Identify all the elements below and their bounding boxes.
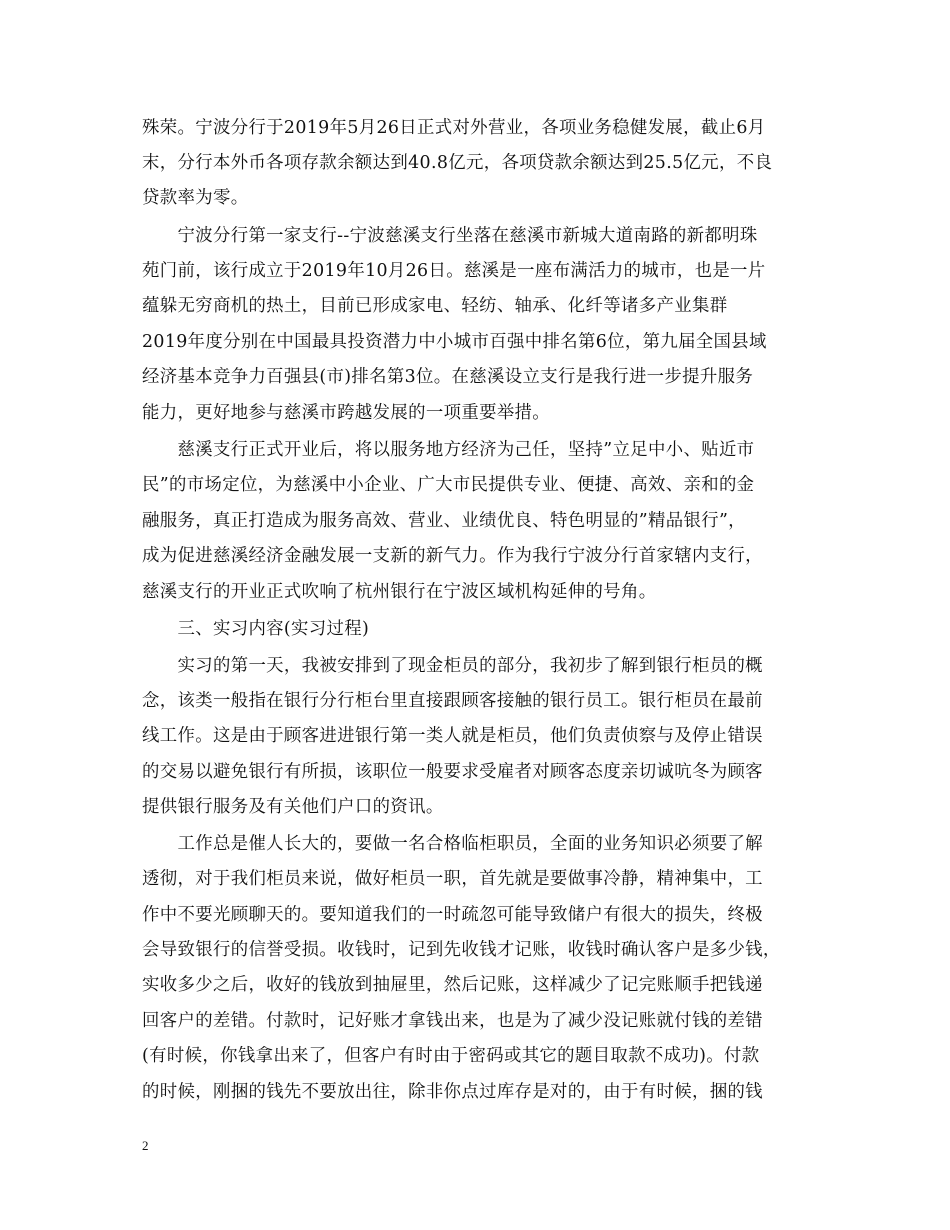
text-line-18: 线工作。这是由于顾客进进银行第一类人就是柜员，他们负责侦察与及停止错误 xyxy=(142,726,763,746)
text-line-25: 实收多少之后，收好的钱放到抽屉里，然后记账，这样减少了记完账顺手把钱递 xyxy=(142,975,763,995)
text-line-13: 成为促进慈溪经济金融发展一支新的新气力。作为我行宁波分行首家辖内支行， xyxy=(142,546,763,566)
text-line-7: 2019年度分别在中国最具投资潜力中小城市百强中排名第6位，第九届全国县域 xyxy=(142,332,767,352)
text-line-17: 念，该类一般指在银行分行柜台里直接跟顾客接触的银行员工。银行柜员在最前 xyxy=(142,691,763,711)
text-line-26: 回客户的差错。付款时，记好账才拿钱出来，也是为了减少没记账就付钱的差错 xyxy=(142,1011,763,1031)
section-heading: 三、实习内容(实习过程) xyxy=(142,619,370,639)
text-line-3: 贷款率为零。 xyxy=(142,188,249,208)
text-line-19: 的交易以避免银行有所损，该职位一般要求受雇者对顾客态度亲切诚吭冬为顾客 xyxy=(142,762,763,782)
text-line-27: (有时候，你钱拿出来了，但客户有时由于密码或其它的题目取款不成功)。付款 xyxy=(142,1046,760,1066)
text-line-9: 能力，更好地参与慈溪市跨越发展的一项重要举措。 xyxy=(142,403,551,423)
text-line-23: 作中不要光顾聊天的。要知道我们的一时疏忽可能导致储户有很大的损失，终极 xyxy=(142,905,763,925)
text-line-8: 经济基本竞争力百强县(市)排名第3位。在慈溪设立支行是我行进一步提升服务 xyxy=(142,367,754,387)
text-line-24: 会导致银行的信誉受损。收钱时，记到先收钱才记账，收钱时确认客户是多少钱， xyxy=(142,940,781,960)
text-line-16: 实习的第一天，我被安排到了现金柜员的部分，我初步了解到银行柜员的概 xyxy=(142,656,763,676)
text-line-4: 宁波分行第一家支行--宁波慈溪支行坐落在慈溪市新城大道南路的新都明珠 xyxy=(142,226,758,246)
text-line-11: 民”的市场定位，为慈溪中小企业、广大市民提供专业、便捷、高效、亲和的金 xyxy=(142,475,755,495)
text-line-2: 末，分行本外币各项存款余额达到40.8亿元，各项贷款余额达到25.5亿元，不良 xyxy=(142,153,773,173)
text-line-10: 慈溪支行正式开业后，将以服务地方经济为己任，坚持”立足中小、贴近市 xyxy=(142,440,755,460)
text-line-5: 苑门前，该行成立于2019年10月26日。慈溪是一座布满活力的城市，也是一片 xyxy=(142,261,766,281)
text-line-6: 蕴躲无穷商机的热土，目前已形成家电、轻纺、轴承、化纤等诸多产业集群 xyxy=(142,296,728,316)
text-line-20: 提供银行服务及有关他们户口的资讯。 xyxy=(142,797,444,817)
text-line-1: 殊荣。宁波分行于2019年5月26日正式对外营业，各项业务稳健发展，截止6月 xyxy=(142,118,766,138)
text-line-14: 慈溪支行的开业正式吹响了杭州银行在宁波区域机构延伸的号角。 xyxy=(142,582,657,602)
text-line-12: 融服务，真正打造成为服务高效、营业、业绩优良、特色明显的”精品银行”， xyxy=(142,511,746,531)
text-line-21: 工作总是催人长大的，要做一名合格临柜职员，全面的业务知识必须要了解 xyxy=(142,834,763,854)
text-line-22: 透彻，对于我们柜员来说，做好柜员一职，首先就是要做事冷静，精神集中，工 xyxy=(142,869,763,889)
page-number: 2 xyxy=(142,1138,149,1153)
text-line-28: 的时候，刚捆的钱先不要放出往，除非你点过库存是对的，由于有时候，捆的钱 xyxy=(142,1082,763,1102)
